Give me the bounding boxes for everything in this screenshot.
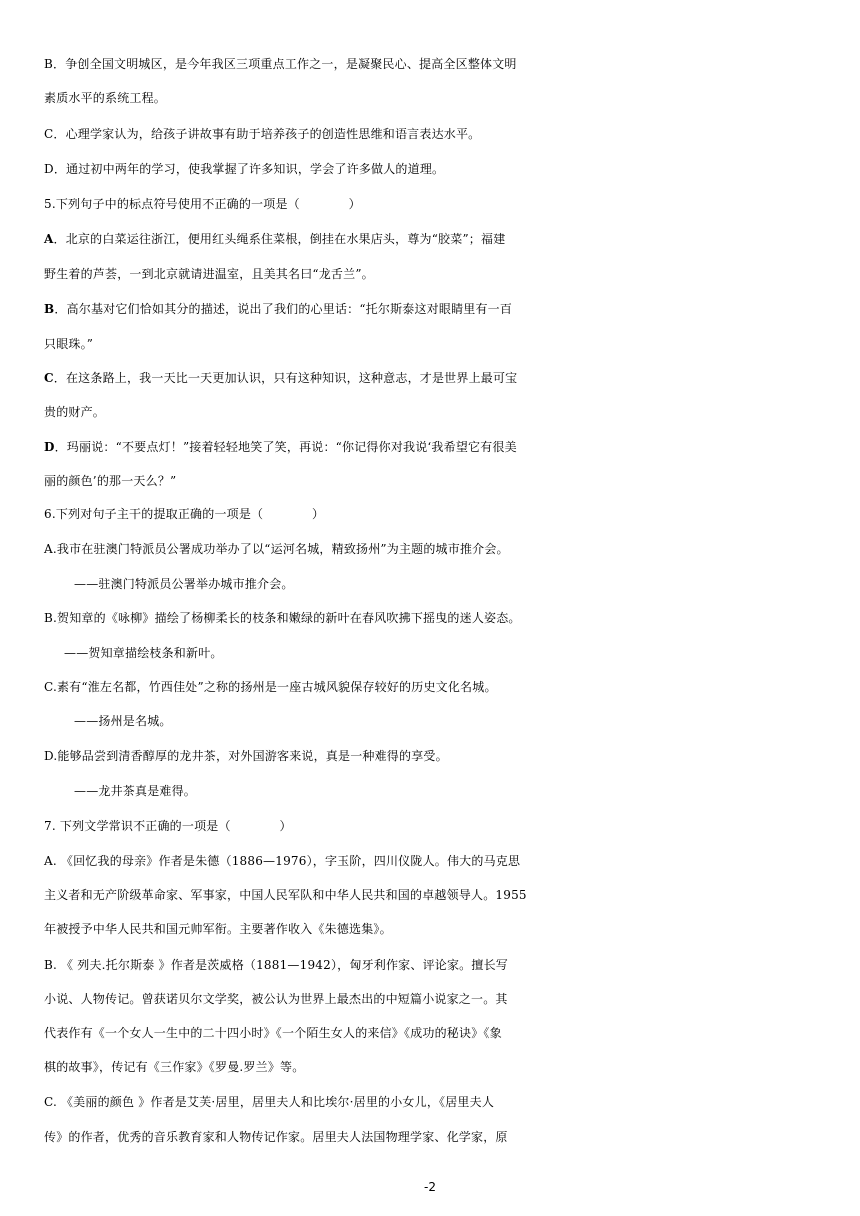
- question-6: 6.下列对句子主干的提取正确的一项是（ ）: [44, 507, 325, 521]
- q6-option-b-answer: ——贺知章描绘枝条和新叶。: [64, 646, 223, 660]
- q6-option-a-answer: ——驻澳门特派员公署举办城市推介会。: [74, 577, 294, 591]
- q5-option-a-line-2: 野生着的芦荟，一到北京就请进温室，且美其名曰“龙舌兰”。: [44, 267, 374, 281]
- q6-option-c-answer: ——扬州是名城。: [74, 714, 172, 728]
- q5-option-d-line-2: 丽的颜色’的那一天么？”: [44, 474, 177, 488]
- question-5: 5.下列句子中的标点符号使用不正确的一项是（ ）: [44, 197, 361, 211]
- q5-option-b-line-1: B．高尔基对它们恰如其分的描述，说出了我们的心里话：“托尔斯泰这对眼睛里有一百: [44, 302, 513, 316]
- q7-option-b-line-1: B. 《 列夫.托尔斯泰 》作者是茨威格（1881—1942），匈牙利作家、评论家。擅长写: [44, 958, 508, 972]
- page-number: -2: [424, 1180, 436, 1194]
- q7-option-b-line-3: 代表作有《一个女人一生中的二十四小时》《一个陌生女人的来信》《成功的秘诀》《象: [44, 1026, 502, 1040]
- q7-option-c-line-2: 传》的作者，优秀的音乐教育家和人物传记作家。居里夫人法国物理学家、化学家，原: [44, 1130, 508, 1144]
- q7-option-a-line-3: 年被授予中华人民共和国元帅军衔。主要著作收入《朱德选集》。: [44, 922, 392, 936]
- q6-option-d: D.能够品尝到清香醇厚的龙井茶，对外国游客来说，真是一种难得的享受。: [44, 749, 448, 763]
- q7-option-c-line-1: C. 《美丽的颜色 》作者是艾芙·居里，居里夫人和比埃尔·居里的小女儿，《居里夫人: [44, 1095, 495, 1109]
- question-7: 7. 下列文学常识不正确的一项是（ ）: [44, 819, 292, 833]
- q5-option-a-line-1: A．北京的白菜运往浙江，便用红头绳系住菜根，倒挂在水果店头，尊为“胶菜”；福建: [44, 232, 506, 246]
- q7-option-a-line-1: A. 《回忆我的母亲》作者是朱德（1886—1976），字玉阶，四川仪陇人。伟大的马克思: [44, 854, 521, 868]
- q6-option-b: B.贺知章的《咏柳》描绘了杨柳柔长的枝条和嫩绿的新叶在春风吹拂下摇曳的迷人姿态。: [44, 611, 521, 625]
- q5-option-c-line-2: 贵的财产。: [44, 405, 106, 419]
- option-c-line: C．心理学家认为，给孩子讲故事有助于培养孩子的创造性思维和语言表达水平。: [44, 127, 481, 141]
- q5-option-c-line-1: C．在这条路上，我一天比一天更加认识，只有这种知识，这种意志，才是世界上最可宝: [44, 371, 518, 385]
- option-b-line-1: B．争创全国文明城区，是今年我区三项重点工作之一，是凝聚民心、提高全区整体文明: [44, 57, 517, 71]
- q6-option-d-answer: ——龙井茶真是难得。: [74, 784, 197, 798]
- q7-option-b-line-4: 棋的故事》，传记有《三作家》《罗曼.罗兰》等。: [44, 1060, 305, 1074]
- q7-option-b-line-2: 小说、人物传记。曾获诺贝尔文学奖，被公认为世界上最杰出的中短篇小说家之一。其: [44, 992, 508, 1006]
- q5-option-b-line-2: 只眼珠。”: [44, 337, 94, 351]
- q7-option-a-line-2: 主义者和无产阶级革命家、军事家，中国人民军队和中华人民共和国的卓越领导人。1955: [44, 888, 527, 902]
- q6-option-a: A.我市在驻澳门特派员公署成功举办了以“运河名城，精致扬州”为主题的城市推介会。: [44, 542, 509, 556]
- q5-option-d-line-1: D．玛丽说：“不要点灯！”接着轻轻地笑了笑，再说：“你记得你对我说‘我希望它有很美: [44, 440, 517, 454]
- option-b-line-2: 素质水平的系统工程。: [44, 91, 167, 105]
- q6-option-c: C.素有“淮左名都，竹西佳处”之称的扬州是一座古城风貌保存较好的历史文化名城。: [44, 680, 497, 694]
- option-d-line: D．通过初中两年的学习，使我掌握了许多知识，学会了许多做人的道理。: [44, 162, 445, 176]
